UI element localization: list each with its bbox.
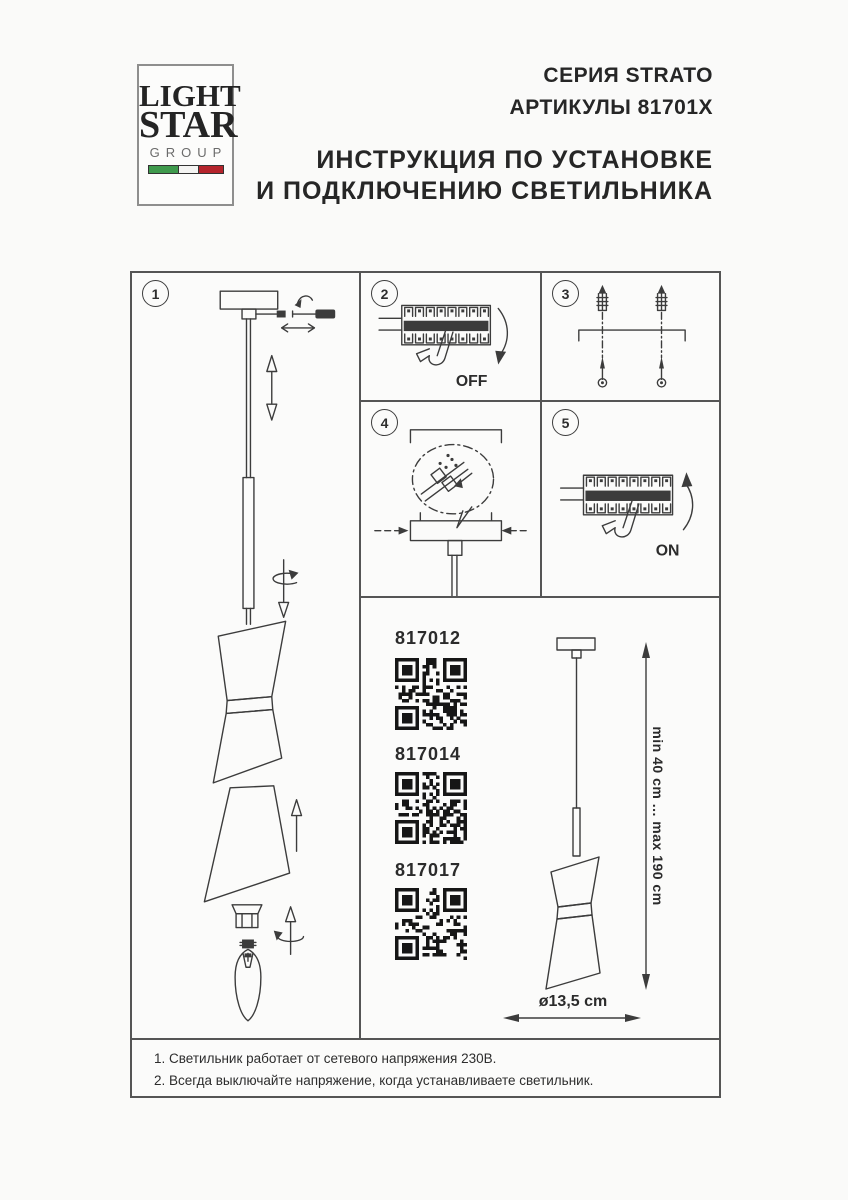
pendant-rod (243, 319, 254, 624)
notes-panel (132, 1038, 719, 1096)
italian-flag-icon (148, 165, 224, 174)
article-label-817012: 817012 (395, 628, 462, 648)
step-3-panel (542, 273, 719, 402)
screwdriver-icon (282, 296, 336, 332)
step-2-badge: 2 (371, 280, 398, 307)
articles-title: АРТИКУЛЫ 81701X (509, 96, 713, 119)
wiring-zoom-bubble (412, 445, 493, 528)
diameter-dimension-label: ø13,5 cm (538, 993, 608, 1010)
lightstar-logo (137, 64, 241, 206)
step-4-panel (361, 402, 542, 598)
lower-shade (204, 786, 289, 902)
switch-up-arrow-icon (681, 472, 692, 529)
upper-shade (213, 621, 285, 783)
breaker-panel-icon (379, 305, 490, 344)
logo-word-group: GROUP (149, 145, 228, 160)
mounting-bracket-icon (410, 430, 501, 443)
grub-screw-icon (277, 311, 286, 318)
instruction-title-line1: ИНСТРУКЦИЯ ПО УСТАНОВКЕ (316, 146, 713, 174)
note-line-2: 2. Всегда выключайте напряжение, когда устанавливаете светильник. (154, 1073, 594, 1088)
step-2-panel (361, 273, 542, 402)
off-label: OFF (455, 373, 488, 391)
canopy-plate (410, 513, 501, 596)
pendant-outline (546, 638, 600, 989)
shade-up-arrow-icon (292, 800, 302, 852)
step-1-diagram (132, 273, 359, 1038)
step-5-badge: 5 (552, 409, 579, 436)
wall-anchor-right-icon (656, 285, 667, 387)
products-panel (361, 598, 719, 1038)
article-label-817017: 817017 (395, 860, 462, 880)
step-4-badge: 4 (371, 409, 398, 436)
height-dimension-label: min 40 cm ... max 190 cm (650, 726, 666, 906)
wall-anchor-left-icon (597, 285, 608, 387)
bulb-icon (235, 939, 261, 1020)
on-label: ON (655, 542, 680, 560)
height-dimension-arrow (642, 642, 650, 990)
step-1-panel (132, 273, 361, 1038)
series-title: СЕРИЯ STRATO (543, 64, 713, 87)
step-1-badge: 1 (142, 280, 169, 307)
note-line-1: 1. Светильник работает от сетевого напряжения 230В. (154, 1051, 497, 1066)
switch-down-arrow-icon (495, 308, 507, 364)
instruction-title (256, 145, 713, 207)
instruction-title-line2: И ПОДКЛЮЧЕНИЮ СВЕТИЛЬНИКА (256, 177, 713, 205)
height-adjust-arrow-icon (267, 356, 277, 420)
push-in-arrows-icon (375, 527, 526, 535)
socket-ring (232, 905, 262, 928)
step-3-badge: 3 (552, 280, 579, 307)
mounting-bracket-icon (579, 330, 685, 341)
rotate-rod-arrow-icon (273, 560, 298, 617)
step-5-panel (542, 402, 719, 598)
logo-word-light: LIGHT (139, 78, 241, 113)
screw-ring-arrow-icon (274, 907, 304, 955)
breaker-panel-icon (561, 475, 673, 515)
diagram-grid (130, 271, 721, 1098)
header (256, 60, 713, 207)
article-label-817014: 817014 (395, 744, 462, 764)
diameter-dimension-arrow (503, 1014, 641, 1022)
logo-word-star: STAR (139, 104, 238, 146)
ceiling-canopy (220, 291, 277, 319)
